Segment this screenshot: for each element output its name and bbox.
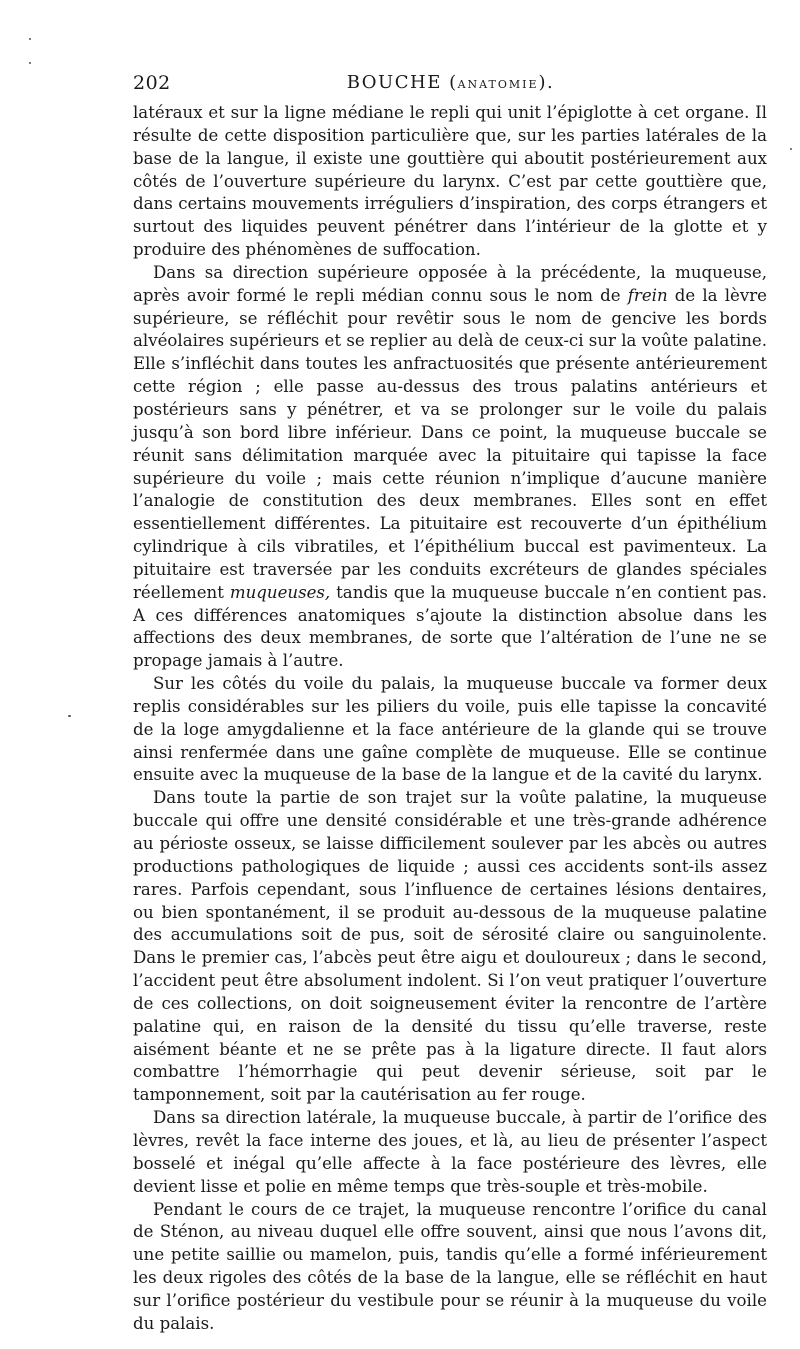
running-title-subtitle: ANATOMIE [457, 78, 539, 91]
paragraph-2 [133, 262, 767, 673]
paragraph-6 [133, 1199, 767, 1336]
running-title-paren-close: ). [538, 72, 555, 93]
paragraph-1 [133, 102, 767, 262]
paragraph-5-text: Dans sa direction latérale, la muqueuse buccale, à partir de l’orifice des lèvres, revêt la face interne des joues, et là, au lieu de présenter l’aspect bosselé et inégal qu’elle affecte à la face postérieure des lèvres, elle devient lisse et polie en même temps que très-souple et très-mobile. [133, 1108, 767, 1196]
paragraph-3-text: Sur les côtés du voile du palais, la muqueuse buccale va former deux replis considérables sur les piliers du voile, puis elle tapisse la concavité de la loge amygdalienne et la face antérieure de la glande qui se trouve ainsi renfermée dans une gaîne complète de muqueuse. Elle se continue ensuite avec la muqueuse de la base de la langue et de la cavité du larynx. [133, 674, 767, 785]
body-text [133, 102, 767, 1336]
paragraph-1-text: latéraux et sur la ligne médiane le repli qui unit l’épiglotte à cet organe. Il résulte de cette disposition particulière que, sur les parties latérales de la base de la langue, il existe une gouttière qui aboutit postérieurement aux côtés de l’ouverture supérieure du larynx. C’est par cette gouttière que, dans certains mouvements irréguliers d’inspiration, des corps étrangers et surtout des liquides peuvent pénétrer dans l’intérieur de la glotte et y produire des phénomènes de suffocation. [133, 103, 767, 260]
paragraph-2-text-b: de la lèvre supérieure, se réfléchit pour revêtir sous le nom de gencive les bords alvéolaires supérieurs et se replier au delà de ceux-ci sur la voûte palatine. Elle s’infléchit dans toutes les anfractuosités que présente antérieurement cette région ; elle passe au-dessus des trous palatins antérieurs et postérieurs sans y pénétrer, et va se prolonger sur le voile du palais jusqu’à son bord libre inférieur. Dans ce point, la muqueuse buccale se réunit sans délimitation marquée avec la pituitaire qui tapisse la face supérieure du voile ; mais cette réunion n’implique d’aucune manière l’analogie de constitution des deux membranes. Elles sont en effet essentiellement différentes. La pituitaire est recouverte d’un épithélium cylindrique à cils vibratiles, et l’épithélium buccal est pavimenteux. La pituitaire est traversée par les conduits excréteurs de glandes spéciales réellement [133, 285, 767, 602]
paragraph-6-text: Pendant le cours de ce trajet, la muqueuse rencontre l’orifice du canal de Sténon, au niveau duquel elle offre souvent, ainsi que nous l’avons dit, une petite saillie ou mamelon, puis, tandis qu’elle a formé inférieurement les deux rigoles des côtés de la base de la langue, elle se réfléchit en haut sur l’orifice postérieur du vestibule pour se réunir à la muqueuse du voile du palais. [133, 1199, 767, 1333]
running-title-main: BOUCHE [346, 72, 442, 93]
page-number: 202 [133, 72, 171, 94]
page-header [133, 72, 768, 98]
margin-speck [29, 62, 31, 64]
running-title [133, 72, 768, 93]
paragraph-2-italic-frein: frein [627, 285, 668, 305]
paragraph-2-italic-muqueuses: muqueuses, [229, 582, 331, 602]
paragraph-4 [133, 787, 767, 1107]
margin-speck [68, 715, 71, 717]
paragraph-3 [133, 673, 767, 787]
paragraph-2-text-a: Dans sa direction supérieure opposée à la précédente, la muqueuse, après avoir formé le repli médian connu sous le nom de [133, 262, 767, 305]
running-title-paren-open: ( [441, 72, 458, 93]
margin-speck [790, 148, 792, 150]
margin-speck [29, 38, 31, 40]
paragraph-4-text: Dans toute la partie de son trajet sur la voûte palatine, la muqueuse buccale qui offre une densité considérable et une très-grande adhérence au périoste osseux, se laisse difficilement soulever par les abcès ou autres productions pathologiques de liquide ; aussi ces accidents sont-ils assez rares. Parfois cependant, sous l’influence de certaines lésions dentaires, ou bien spontanément, il se produit au-dessous de la muqueuse palatine des accumulations soit de pus, soit de sérosité claire ou sanguinolente. Dans le premier cas, l’abcès peut être aigu et douloureux ; dans le second, l’accident peut être absolument indolent. Si l’on veut pratiquer l’ouverture de ces collections, on doit soigneusement éviter la rencontre de l’artère palatine qui, en raison de la densité du tissu qu’elle traverse, reste aisément béante et ne se prête pas à la ligature directe. Il faut alors combattre l’hémorrhagie qui peut devenir sérieuse, soit par le tamponnement, soit par la cautérisation au fer rouge. [133, 788, 767, 1105]
paragraph-5 [133, 1107, 767, 1198]
paragraph-2-text-c: tandis que la muqueuse buccale n’en contient pas. A ces différences anatomiques s’ajoute la distinction absolue dans les affections des deux membranes, de sorte que l’altération de l’une ne se propage jamais à l’autre. [133, 582, 767, 671]
